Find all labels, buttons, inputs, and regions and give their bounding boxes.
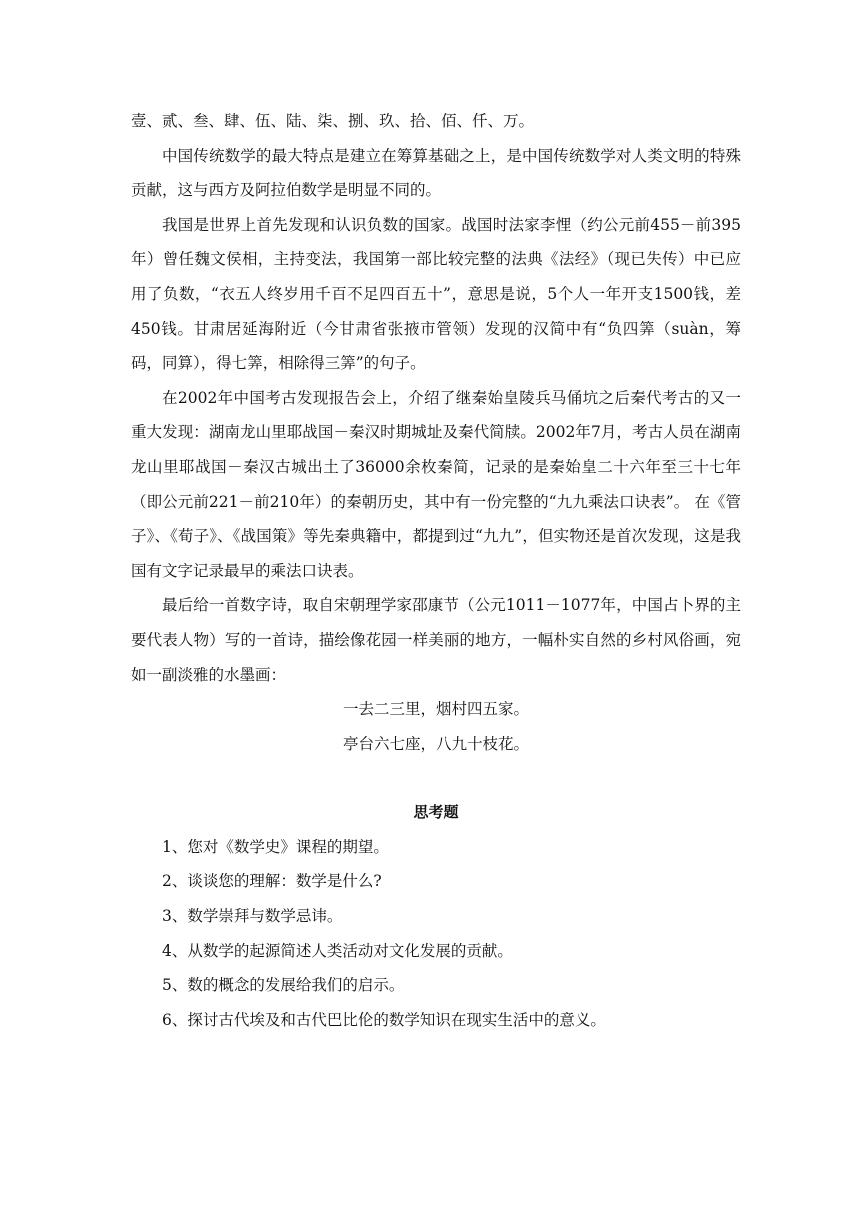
paragraph-number-poem: 最后给一首数字诗，取自宋朝理学家邵康节（公元1011－1077年，中国占卜界的主要代表人物）写的一首诗，描绘像花园一样美丽的地方，一幅朴实自然的乡村风俗画，宛如一副淡雅的水墨画： [131, 596, 741, 684]
question-item: 2、谈谈您的理解：数学是什么? [162, 872, 382, 891]
question-item: 3、数学崇拜与数学忌讳。 [162, 907, 343, 926]
paragraph-qin-slips: 在2002年中国考古发现报告会上，介绍了继秦始皇陵兵马俑坑之后秦代考古的又一重大发现：湖南龙山里耶战国－秦汉时期城址及秦代简牍。2002年7月，考古人员在湖南龙山里耶战国－秦汉古城出土了36000余枚秦简，记录的是秦始皇二十六年至三十七年（即公元前221－前210年）的秦朝历史，其中有一份完整的“九九乘法口诀表”。 在《管子》、《荀子》、《战国策》等先秦典籍中，都提到过“九九”，但实物还是首次发现，这是我国有文字记录最早的乘法口诀表。 [131, 388, 741, 580]
question-item: 6、探讨古代埃及和古代巴比伦的数学知识在现实生活中的意义。 [162, 1010, 606, 1029]
poem-line-1: 一去二三里，烟村四五家。 [342, 700, 529, 719]
poem-line-2: 亭台六七座，八九十枝花。 [342, 734, 529, 753]
paragraph-counting-rods: 中国传统数学的最大特点是建立在筹算基础之上，是中国传统数学对人类文明的特殊贡献，这与西方及阿拉伯数学是明显不同的。 [131, 146, 741, 200]
question-item: 5、数的概念的发展给我们的启示。 [162, 976, 405, 995]
poem [131, 692, 741, 761]
question-item: 4、从数学的起源简述人类活动对文化发展的贡献。 [162, 941, 513, 960]
numeral-line: 壹、贰、叁、肆、伍、陆、柒、捌、玖、拾、佰、仟、万。 [131, 112, 535, 130]
paragraph-negative-numbers: 我国是世界上首先发现和认识负数的国家。战国时法家李悝（约公元前455－前395年）曾任魏文侯相，主持变法，我国第一部比较完整的法典《法经》（现已失传）中已应用了负数，“衣五人终岁用千百不足四百五十”，意思是说，5个人一年开支1500钱，差450钱。甘肃居延海附近（今甘肃省张掖市管领）发现的汉简中有“负四筭（suàn，筹码，同算），得七筭，相除得三筭”的句子。 [131, 215, 741, 373]
questions-list [131, 830, 741, 1038]
document-page [131, 104, 741, 1037]
questions-heading: 思考题 [413, 803, 459, 822]
question-item: 1、您对《数学史》课程的期望。 [162, 837, 389, 856]
